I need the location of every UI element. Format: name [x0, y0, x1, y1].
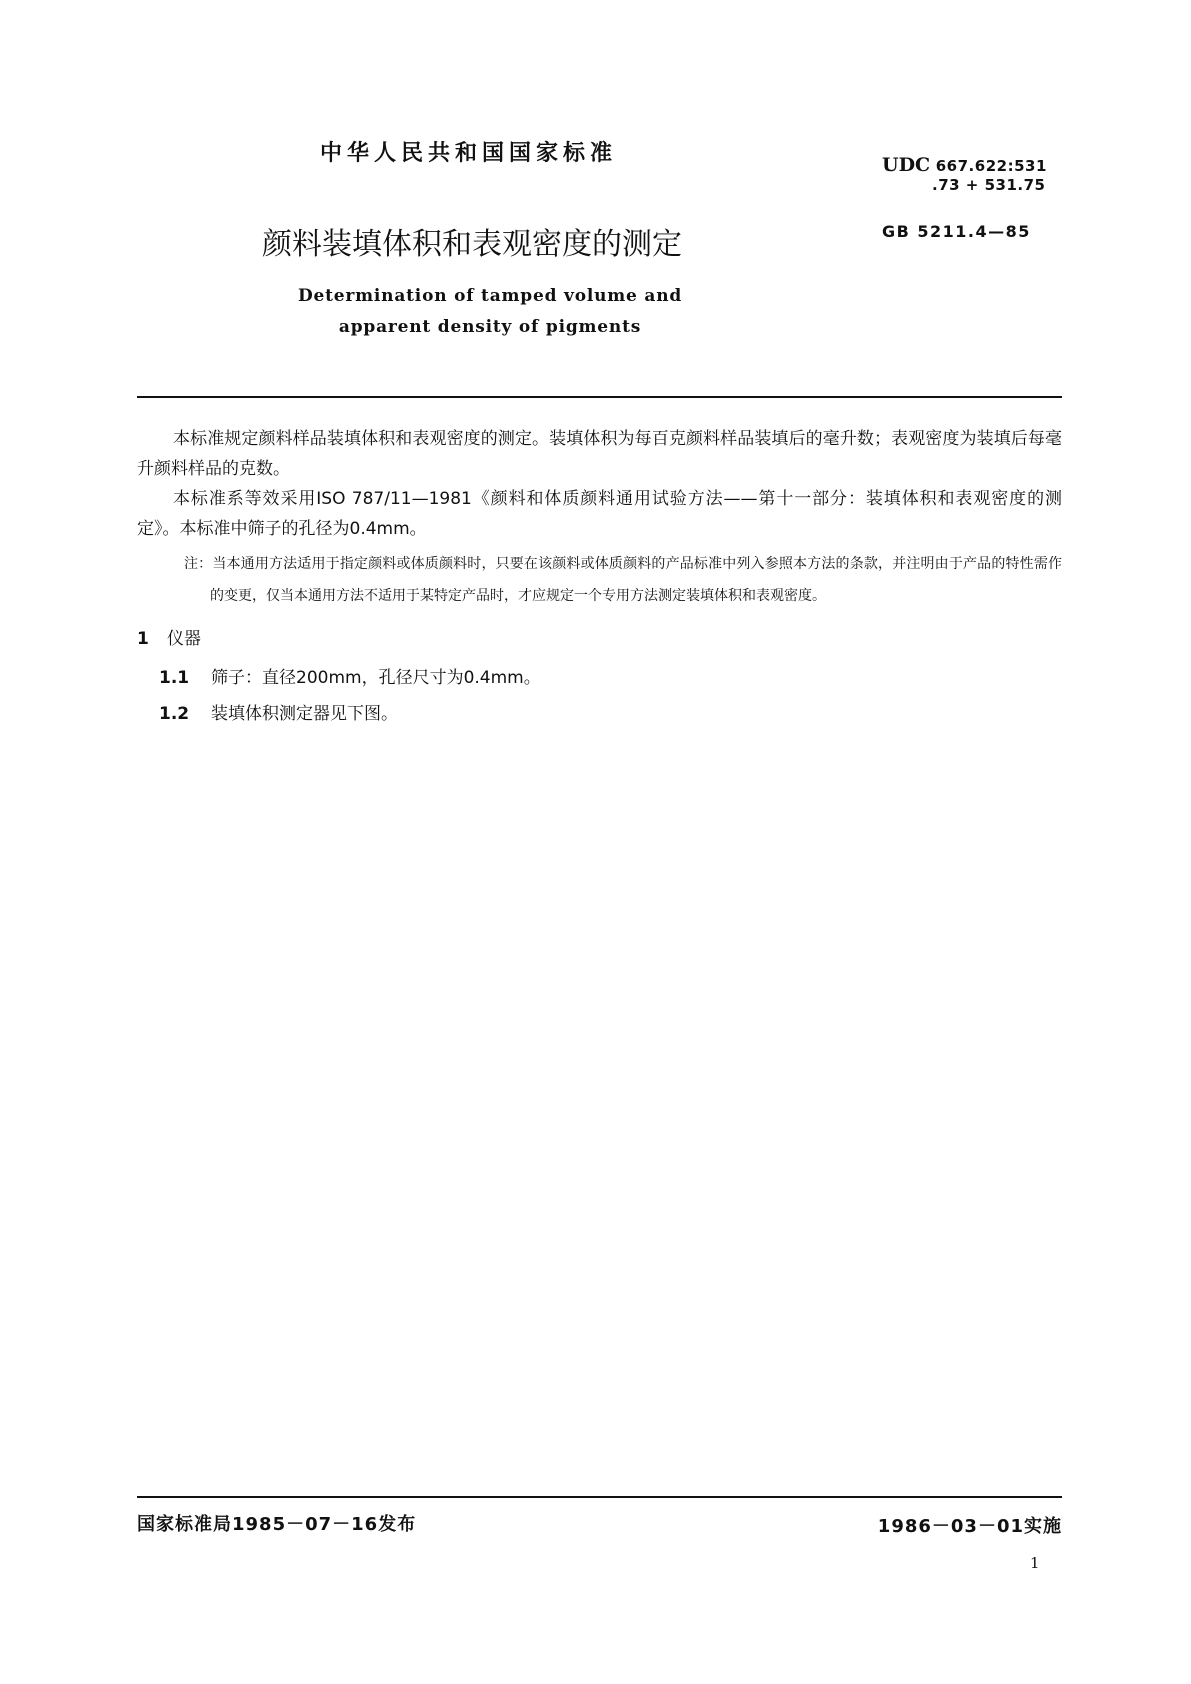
udc-code-part-2: .73 + 531.75 — [932, 176, 1046, 194]
clause-text: 装填体积测定器见下图。 — [211, 704, 398, 724]
section-title: 仪器 — [167, 629, 201, 649]
standard-type-heading: 中华人民共和国国家标准 — [320, 141, 618, 166]
document-title-cn: 颜料装填体积和表观密度的测定 — [262, 227, 682, 262]
clause-number: 1.1 — [159, 668, 190, 688]
note-paragraph: 注：当本通用方法适用于指定颜料或体质颜料时，只要在该颜料或体质颜料的产品标准中列入参照本方法的条款，并注明由于产品的特性需作的变更，仅当本通用方法不适用于某特定产品时，才应规定一个专用方法测定装填体积和表观密度。 — [184, 556, 1062, 604]
title-en-line-2: apparent density of pigments — [338, 317, 642, 337]
reference-paragraph: 本标准系等效采用ISO 787/11—1981《颜料和体质颜料通用试验方法——第十一部分：装填体积和表观密度的测定》。本标准中筛子的孔径为0.4mm。 — [137, 489, 1062, 539]
section-number: 1 — [137, 629, 149, 649]
document-title-en — [260, 281, 720, 343]
udc-line-1 — [882, 154, 1047, 176]
clause-number: 1.2 — [159, 704, 190, 724]
issue-date: 国家标准局1985－07－16发布 — [137, 1514, 417, 1535]
clause-item — [137, 700, 1062, 728]
udc-label: UDC — [882, 154, 931, 176]
scope-paragraph: 本标准规定颜料样品装填体积和表观密度的测定。装填体积为每百克颜料样品装填后的毫升数；表观密度为装填后每毫升颜料样品的克数。 — [137, 429, 1062, 479]
effective-date: 1986－03－01实施 — [877, 1516, 1062, 1537]
footer-divider — [137, 1496, 1062, 1498]
gb-standard-number: GB 5211.4—85 — [882, 222, 1031, 241]
udc-code-part-1: 667.622:531 — [935, 157, 1047, 175]
header-divider — [137, 396, 1062, 398]
title-en-line-1: Determination of tamped volume and — [297, 286, 683, 306]
page-number: 1 — [1030, 1554, 1040, 1572]
clause-text: 筛子：直径200mm，孔径尺寸为0.4mm。 — [211, 668, 541, 688]
document-body — [137, 424, 1062, 728]
section-heading — [137, 624, 1062, 654]
clause-item — [137, 664, 1062, 692]
